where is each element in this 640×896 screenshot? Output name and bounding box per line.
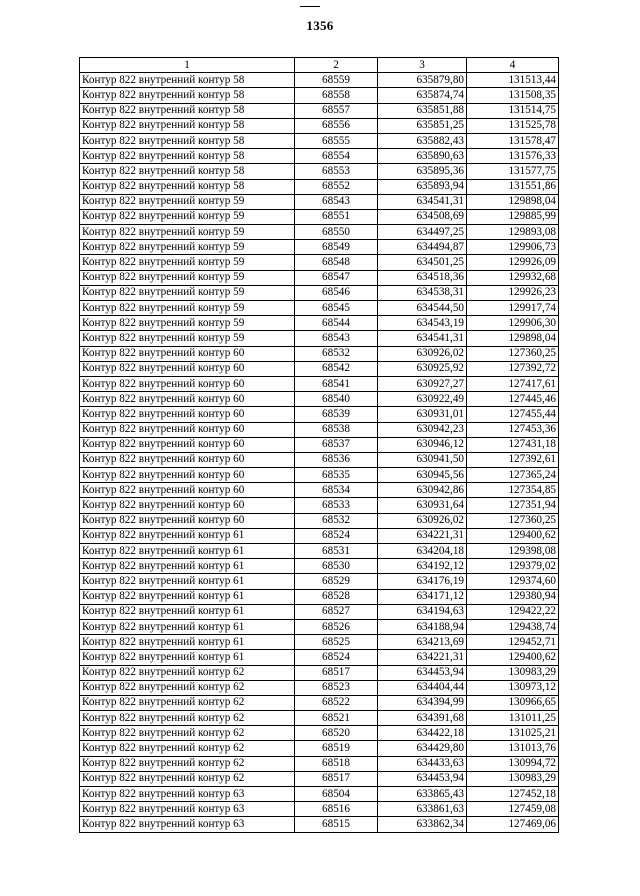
y-coordinate-cell: 129898,04 <box>467 194 559 209</box>
x-coordinate-cell: 634453,94 <box>378 771 467 786</box>
table-row <box>80 817 559 832</box>
table-row <box>80 559 559 574</box>
table-row <box>80 741 559 756</box>
contour-name-cell: Контур 822 внутренний контур 61 <box>80 574 295 589</box>
x-coordinate-cell: 634204,18 <box>378 544 467 559</box>
point-number-cell: 68532 <box>295 346 378 361</box>
contour-name-cell: Контур 822 внутренний контур 58 <box>80 118 295 133</box>
y-coordinate-cell: 131508,35 <box>467 88 559 103</box>
table-row <box>80 194 559 209</box>
x-coordinate-cell: 634422,18 <box>378 726 467 741</box>
point-number-cell: 68516 <box>295 802 378 817</box>
point-number-cell: 68532 <box>295 513 378 528</box>
y-coordinate-cell: 127445,46 <box>467 392 559 407</box>
point-number-cell: 68543 <box>295 194 378 209</box>
y-coordinate-cell: 129893,08 <box>467 225 559 240</box>
point-number-cell: 68539 <box>295 407 378 422</box>
y-coordinate-cell: 127354,85 <box>467 483 559 498</box>
contour-name-cell: Контур 822 внутренний контур 58 <box>80 164 295 179</box>
x-coordinate-cell: 630945,56 <box>378 468 467 483</box>
contour-name-cell: Контур 822 внутренний контур 63 <box>80 802 295 817</box>
table-row <box>80 225 559 240</box>
x-coordinate-cell: 634194,63 <box>378 604 467 619</box>
table-row <box>80 665 559 680</box>
contour-name-cell: Контур 822 внутренний контур 62 <box>80 741 295 756</box>
table-row <box>80 285 559 300</box>
x-coordinate-cell: 630927,27 <box>378 376 467 391</box>
x-coordinate-cell: 634404,44 <box>378 680 467 695</box>
contour-name-cell: Контур 822 внутренний контур 59 <box>80 331 295 346</box>
point-number-cell: 68551 <box>295 209 378 224</box>
point-number-cell: 68543 <box>295 331 378 346</box>
contour-name-cell: Контур 822 внутренний контур 63 <box>80 817 295 832</box>
contour-name-cell: Контур 822 внутренний контур 61 <box>80 559 295 574</box>
y-coordinate-cell: 129400,62 <box>467 528 559 543</box>
point-number-cell: 68549 <box>295 240 378 255</box>
point-number-cell: 68518 <box>295 756 378 771</box>
x-coordinate-cell: 634541,31 <box>378 331 467 346</box>
contour-name-cell: Контур 822 внутренний контур 62 <box>80 756 295 771</box>
point-number-cell: 68521 <box>295 711 378 726</box>
table-row <box>80 392 559 407</box>
table-row <box>80 802 559 817</box>
y-coordinate-cell: 130966,65 <box>467 695 559 710</box>
x-coordinate-cell: 630925,92 <box>378 361 467 376</box>
table-row <box>80 149 559 164</box>
contour-name-cell: Контур 822 внутренний контур 62 <box>80 771 295 786</box>
table-row <box>80 255 559 270</box>
table-row <box>80 164 559 179</box>
point-number-cell: 68531 <box>295 544 378 559</box>
contour-name-cell: Контур 822 внутренний контур 61 <box>80 544 295 559</box>
point-number-cell: 68548 <box>295 255 378 270</box>
table-body <box>80 73 559 832</box>
point-number-cell: 68526 <box>295 619 378 634</box>
table-row <box>80 650 559 665</box>
table-row <box>80 756 559 771</box>
coordinates-table <box>79 57 559 833</box>
contour-name-cell: Контур 822 внутренний контур 58 <box>80 73 295 88</box>
point-number-cell: 68553 <box>295 164 378 179</box>
y-coordinate-cell: 131513,44 <box>467 73 559 88</box>
contour-name-cell: Контур 822 внутренний контур 60 <box>80 361 295 376</box>
table-row <box>80 422 559 437</box>
table-row <box>80 513 559 528</box>
contour-name-cell: Контур 822 внутренний контур 59 <box>80 240 295 255</box>
contour-name-cell: Контур 822 внутренний контур 59 <box>80 209 295 224</box>
header-col-4: 4 <box>467 58 559 73</box>
x-coordinate-cell: 635851,25 <box>378 118 467 133</box>
y-coordinate-cell: 127360,25 <box>467 513 559 528</box>
table-row <box>80 711 559 726</box>
x-coordinate-cell: 634433,63 <box>378 756 467 771</box>
x-coordinate-cell: 634518,36 <box>378 270 467 285</box>
x-coordinate-cell: 630926,02 <box>378 346 467 361</box>
x-coordinate-cell: 633861,63 <box>378 802 467 817</box>
table-row <box>80 376 559 391</box>
y-coordinate-cell: 129898,04 <box>467 331 559 346</box>
y-coordinate-cell: 127469,06 <box>467 817 559 832</box>
x-coordinate-cell: 634543,19 <box>378 316 467 331</box>
top-dash-line <box>300 6 320 7</box>
point-number-cell: 68504 <box>295 787 378 802</box>
y-coordinate-cell: 127392,61 <box>467 452 559 467</box>
x-coordinate-cell: 633862,34 <box>378 817 467 832</box>
point-number-cell: 68517 <box>295 771 378 786</box>
point-number-cell: 68535 <box>295 468 378 483</box>
y-coordinate-cell: 129917,74 <box>467 301 559 316</box>
y-coordinate-cell: 131025,21 <box>467 726 559 741</box>
y-coordinate-cell: 130973,12 <box>467 680 559 695</box>
contour-name-cell: Контур 822 внутренний контур 59 <box>80 301 295 316</box>
contour-name-cell: Контур 822 внутренний контур 60 <box>80 392 295 407</box>
point-number-cell: 68527 <box>295 604 378 619</box>
table-row <box>80 726 559 741</box>
table-row <box>80 604 559 619</box>
y-coordinate-cell: 127392,72 <box>467 361 559 376</box>
x-coordinate-cell: 630941,50 <box>378 452 467 467</box>
x-coordinate-cell: 630942,86 <box>378 483 467 498</box>
x-coordinate-cell: 634221,31 <box>378 528 467 543</box>
point-number-cell: 68546 <box>295 285 378 300</box>
x-coordinate-cell: 630926,02 <box>378 513 467 528</box>
point-number-cell: 68536 <box>295 452 378 467</box>
x-coordinate-cell: 634192,12 <box>378 559 467 574</box>
contour-name-cell: Контур 822 внутренний контур 62 <box>80 726 295 741</box>
x-coordinate-cell: 630942,23 <box>378 422 467 437</box>
y-coordinate-cell: 129885,99 <box>467 209 559 224</box>
x-coordinate-cell: 634429,80 <box>378 741 467 756</box>
point-number-cell: 68522 <box>295 695 378 710</box>
y-coordinate-cell: 129932,68 <box>467 270 559 285</box>
y-coordinate-cell: 131577,75 <box>467 164 559 179</box>
table-row <box>80 695 559 710</box>
x-coordinate-cell: 634508,69 <box>378 209 467 224</box>
y-coordinate-cell: 127431,18 <box>467 437 559 452</box>
x-coordinate-cell: 634494,87 <box>378 240 467 255</box>
y-coordinate-cell: 127365,24 <box>467 468 559 483</box>
contour-name-cell: Контур 822 внутренний контур 60 <box>80 407 295 422</box>
contour-name-cell: Контур 822 внутренний контур 58 <box>80 103 295 118</box>
contour-name-cell: Контур 822 внутренний контур 62 <box>80 711 295 726</box>
table-row <box>80 270 559 285</box>
table-row <box>80 589 559 604</box>
table-row <box>80 407 559 422</box>
contour-name-cell: Контур 822 внутренний контур 61 <box>80 589 295 604</box>
y-coordinate-cell: 130983,29 <box>467 665 559 680</box>
x-coordinate-cell: 635882,43 <box>378 133 467 148</box>
point-number-cell: 68557 <box>295 103 378 118</box>
y-coordinate-cell: 127453,36 <box>467 422 559 437</box>
contour-name-cell: Контур 822 внутренний контур 58 <box>80 88 295 103</box>
contour-name-cell: Контур 822 внутренний контур 61 <box>80 635 295 650</box>
y-coordinate-cell: 129906,73 <box>467 240 559 255</box>
table-row <box>80 498 559 513</box>
table-row <box>80 483 559 498</box>
table-row <box>80 787 559 802</box>
table-row <box>80 544 559 559</box>
table-row <box>80 361 559 376</box>
x-coordinate-cell: 634394,99 <box>378 695 467 710</box>
contour-name-cell: Контур 822 внутренний контур 62 <box>80 680 295 695</box>
contour-name-cell: Контур 822 внутренний контур 58 <box>80 149 295 164</box>
y-coordinate-cell: 131011,25 <box>467 711 559 726</box>
x-coordinate-cell: 634213,69 <box>378 635 467 650</box>
point-number-cell: 68547 <box>295 270 378 285</box>
y-coordinate-cell: 127417,61 <box>467 376 559 391</box>
contour-name-cell: Контур 822 внутренний контур 61 <box>80 650 295 665</box>
header-col-2: 2 <box>295 58 378 73</box>
table-row <box>80 331 559 346</box>
point-number-cell: 68542 <box>295 361 378 376</box>
x-coordinate-cell: 635874,74 <box>378 88 467 103</box>
point-number-cell: 68517 <box>295 665 378 680</box>
x-coordinate-cell: 630931,01 <box>378 407 467 422</box>
y-coordinate-cell: 129926,09 <box>467 255 559 270</box>
x-coordinate-cell: 634171,12 <box>378 589 467 604</box>
table-header-row <box>80 58 559 73</box>
point-number-cell: 68559 <box>295 73 378 88</box>
x-coordinate-cell: 634453,94 <box>378 665 467 680</box>
contour-name-cell: Контур 822 внутренний контур 59 <box>80 270 295 285</box>
point-number-cell: 68529 <box>295 574 378 589</box>
x-coordinate-cell: 634541,31 <box>378 194 467 209</box>
point-number-cell: 68519 <box>295 741 378 756</box>
contour-name-cell: Контур 822 внутренний контур 58 <box>80 133 295 148</box>
y-coordinate-cell: 129438,74 <box>467 619 559 634</box>
y-coordinate-cell: 127360,25 <box>467 346 559 361</box>
contour-name-cell: Контур 822 внутренний контур 61 <box>80 619 295 634</box>
table-row <box>80 680 559 695</box>
y-coordinate-cell: 129452,71 <box>467 635 559 650</box>
y-coordinate-cell: 129374,60 <box>467 574 559 589</box>
x-coordinate-cell: 635890,63 <box>378 149 467 164</box>
x-coordinate-cell: 634391,68 <box>378 711 467 726</box>
table-row <box>80 73 559 88</box>
point-number-cell: 68544 <box>295 316 378 331</box>
point-number-cell: 68555 <box>295 133 378 148</box>
y-coordinate-cell: 127351,94 <box>467 498 559 513</box>
header-col-1: 1 <box>80 58 295 73</box>
contour-name-cell: Контур 822 внутренний контур 59 <box>80 225 295 240</box>
table-row <box>80 118 559 133</box>
table-row <box>80 619 559 634</box>
point-number-cell: 68515 <box>295 817 378 832</box>
point-number-cell: 68554 <box>295 149 378 164</box>
point-number-cell: 68556 <box>295 118 378 133</box>
contour-name-cell: Контур 822 внутренний контур 59 <box>80 316 295 331</box>
y-coordinate-cell: 129906,30 <box>467 316 559 331</box>
y-coordinate-cell: 131514,75 <box>467 103 559 118</box>
contour-name-cell: Контур 822 внутренний контур 60 <box>80 437 295 452</box>
y-coordinate-cell: 127455,44 <box>467 407 559 422</box>
y-coordinate-cell: 127452,18 <box>467 787 559 802</box>
y-coordinate-cell: 131013,76 <box>467 741 559 756</box>
y-coordinate-cell: 130994,72 <box>467 756 559 771</box>
table-row <box>80 133 559 148</box>
x-coordinate-cell: 635879,80 <box>378 73 467 88</box>
table-row <box>80 301 559 316</box>
x-coordinate-cell: 634497,25 <box>378 225 467 240</box>
contour-name-cell: Контур 822 внутренний контур 63 <box>80 787 295 802</box>
table-row <box>80 179 559 194</box>
point-number-cell: 68523 <box>295 680 378 695</box>
point-number-cell: 68530 <box>295 559 378 574</box>
x-coordinate-cell: 634501,25 <box>378 255 467 270</box>
contour-name-cell: Контур 822 внутренний контур 60 <box>80 468 295 483</box>
y-coordinate-cell: 129398,08 <box>467 544 559 559</box>
x-coordinate-cell: 635851,88 <box>378 103 467 118</box>
contour-name-cell: Контур 822 внутренний контур 61 <box>80 528 295 543</box>
x-coordinate-cell: 633865,43 <box>378 787 467 802</box>
point-number-cell: 68524 <box>295 650 378 665</box>
y-coordinate-cell: 129422,22 <box>467 604 559 619</box>
table-row <box>80 240 559 255</box>
contour-name-cell: Контур 822 внутренний контур 59 <box>80 285 295 300</box>
contour-name-cell: Контур 822 внутренний контур 60 <box>80 483 295 498</box>
table-row <box>80 574 559 589</box>
contour-name-cell: Контур 822 внутренний контур 58 <box>80 179 295 194</box>
point-number-cell: 68520 <box>295 726 378 741</box>
contour-name-cell: Контур 822 внутренний контур 61 <box>80 604 295 619</box>
contour-name-cell: Контур 822 внутренний контур 60 <box>80 452 295 467</box>
table-row <box>80 88 559 103</box>
x-coordinate-cell: 634544,50 <box>378 301 467 316</box>
table-row <box>80 468 559 483</box>
header-col-3: 3 <box>378 58 467 73</box>
table-row <box>80 771 559 786</box>
table-row <box>80 452 559 467</box>
table-row <box>80 346 559 361</box>
point-number-cell: 68528 <box>295 589 378 604</box>
point-number-cell: 68545 <box>295 301 378 316</box>
contour-name-cell: Контур 822 внутренний контур 59 <box>80 255 295 270</box>
table-row <box>80 635 559 650</box>
point-number-cell: 68552 <box>295 179 378 194</box>
x-coordinate-cell: 630946,12 <box>378 437 467 452</box>
point-number-cell: 68537 <box>295 437 378 452</box>
point-number-cell: 68558 <box>295 88 378 103</box>
point-number-cell: 68524 <box>295 528 378 543</box>
point-number-cell: 68534 <box>295 483 378 498</box>
contour-name-cell: Контур 822 внутренний контур 60 <box>80 422 295 437</box>
page-number: 1356 <box>306 18 334 33</box>
table-row <box>80 528 559 543</box>
y-coordinate-cell: 129926,23 <box>467 285 559 300</box>
y-coordinate-cell: 129380,94 <box>467 589 559 604</box>
table-row <box>80 209 559 224</box>
contour-name-cell: Контур 822 внутренний контур 60 <box>80 513 295 528</box>
x-coordinate-cell: 630931,64 <box>378 498 467 513</box>
contour-name-cell: Контур 822 внутренний контур 62 <box>80 665 295 680</box>
x-coordinate-cell: 634176,19 <box>378 574 467 589</box>
x-coordinate-cell: 634188,94 <box>378 619 467 634</box>
y-coordinate-cell: 130983,29 <box>467 771 559 786</box>
point-number-cell: 68533 <box>295 498 378 513</box>
point-number-cell: 68525 <box>295 635 378 650</box>
point-number-cell: 68541 <box>295 376 378 391</box>
contour-name-cell: Контур 822 внутренний контур 62 <box>80 695 295 710</box>
y-coordinate-cell: 127459,08 <box>467 802 559 817</box>
contour-name-cell: Контур 822 внутренний контур 60 <box>80 376 295 391</box>
contour-name-cell: Контур 822 внутренний контур 60 <box>80 498 295 513</box>
x-coordinate-cell: 630922,49 <box>378 392 467 407</box>
x-coordinate-cell: 635895,36 <box>378 164 467 179</box>
y-coordinate-cell: 131551,86 <box>467 179 559 194</box>
point-number-cell: 68550 <box>295 225 378 240</box>
table-row <box>80 316 559 331</box>
x-coordinate-cell: 635893,94 <box>378 179 467 194</box>
point-number-cell: 68540 <box>295 392 378 407</box>
y-coordinate-cell: 129400,62 <box>467 650 559 665</box>
point-number-cell: 68538 <box>295 422 378 437</box>
table-row <box>80 437 559 452</box>
y-coordinate-cell: 131576,33 <box>467 149 559 164</box>
y-coordinate-cell: 129379,02 <box>467 559 559 574</box>
contour-name-cell: Контур 822 внутренний контур 59 <box>80 194 295 209</box>
x-coordinate-cell: 634538,31 <box>378 285 467 300</box>
table-row <box>80 103 559 118</box>
contour-name-cell: Контур 822 внутренний контур 60 <box>80 346 295 361</box>
x-coordinate-cell: 634221,31 <box>378 650 467 665</box>
y-coordinate-cell: 131578,47 <box>467 133 559 148</box>
y-coordinate-cell: 131525,78 <box>467 118 559 133</box>
